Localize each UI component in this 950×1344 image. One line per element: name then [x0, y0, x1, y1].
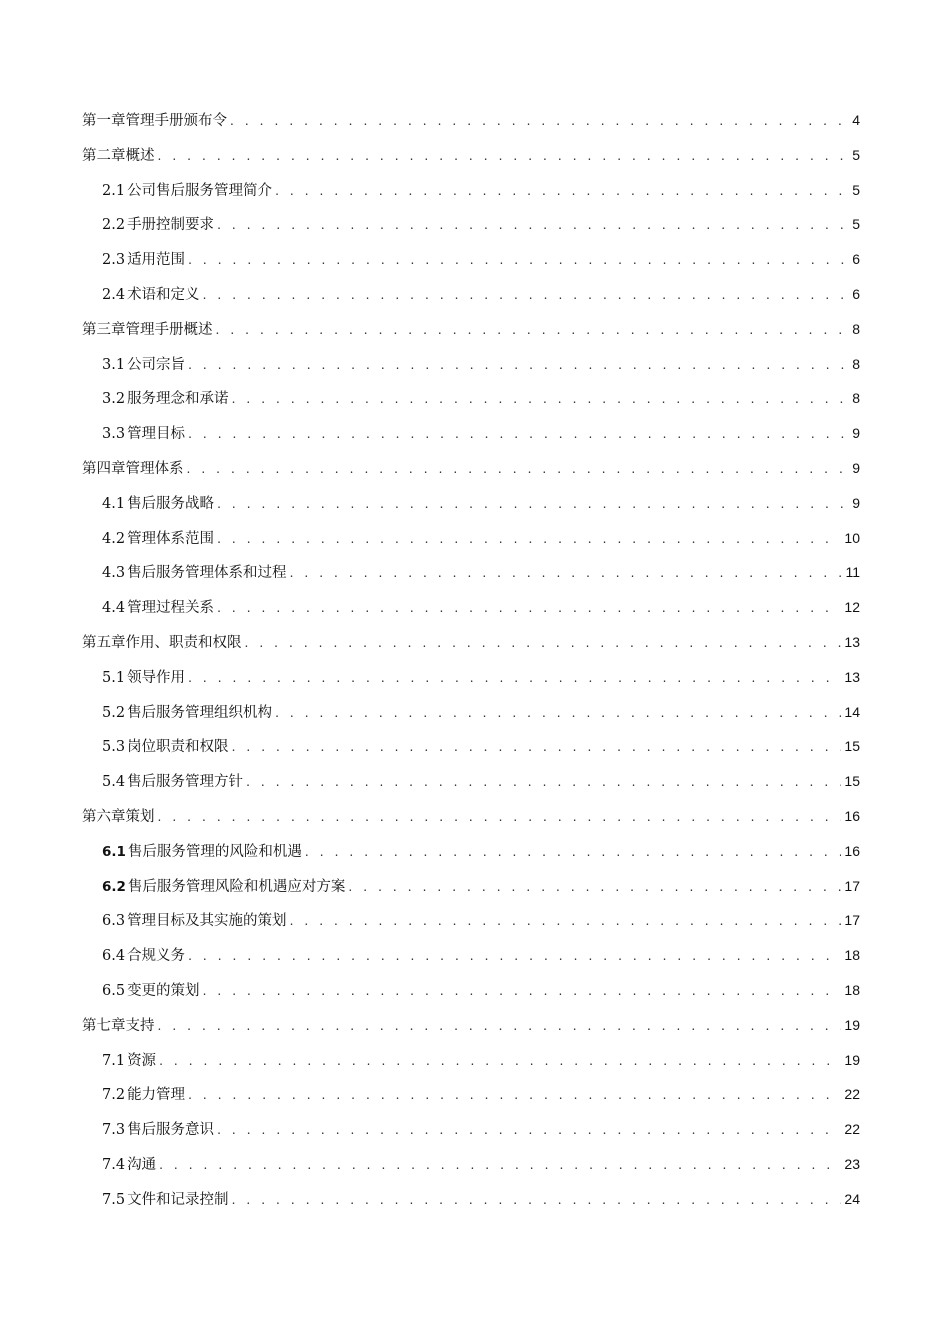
toc-section-entry[interactable]	[82, 978, 860, 1013]
toc-section-entry[interactable]	[82, 874, 860, 909]
toc-entry-title	[102, 701, 272, 725]
toc-page-number: 5	[852, 181, 860, 198]
toc-dot-leader	[159, 1153, 841, 1177]
toc-section-entry[interactable]	[82, 526, 860, 561]
toc-page-number: 5	[852, 146, 860, 163]
toc-dot-leader	[158, 144, 850, 168]
toc-entry-title: 第六章策划	[82, 808, 155, 825]
toc-entry-title	[102, 213, 214, 237]
toc-section-number: 2.4	[102, 286, 126, 303]
toc-section-text: 沟通	[127, 1156, 157, 1173]
toc-section-text: 术语和定义	[127, 286, 200, 303]
toc-dot-leader	[245, 631, 842, 655]
toc-entry-title	[102, 248, 185, 272]
toc-section-text: 售后服务战略	[127, 495, 215, 512]
toc-section-number: 4.3	[102, 565, 126, 582]
toc-dot-leader	[232, 735, 842, 759]
toc-dot-leader	[305, 840, 842, 864]
toc-dot-leader	[246, 770, 841, 794]
toc-dot-leader	[203, 979, 842, 1003]
toc-section-entry[interactable]	[82, 769, 860, 804]
toc-section-text: 领导作用	[127, 669, 186, 686]
toc-entry-title	[102, 979, 200, 1003]
toc-section-entry[interactable]	[82, 1152, 860, 1187]
toc-section-number: 6.3	[102, 913, 126, 930]
toc-entry-title	[102, 283, 200, 307]
toc-section-text: 适用范围	[127, 252, 186, 269]
toc-dot-leader	[216, 318, 850, 342]
toc-section-text: 管理过程关系	[127, 600, 215, 617]
toc-entry-title	[102, 770, 243, 794]
toc-page-number: 14	[844, 703, 860, 720]
toc-dot-leader	[275, 179, 849, 203]
toc-dot-leader	[348, 875, 841, 899]
toc-page-number: 17	[844, 877, 860, 894]
toc-section-number: 6.2	[102, 878, 126, 895]
toc-section-number: 3.2	[102, 391, 126, 408]
toc-dot-leader	[217, 213, 849, 237]
toc-page-number: 24	[844, 1190, 860, 1207]
toc-section-number: 4.1	[102, 495, 126, 512]
toc-page-number: 8	[852, 355, 860, 372]
toc-section-entry[interactable]	[82, 386, 860, 421]
toc-section-entry[interactable]	[82, 212, 860, 247]
toc-section-number: 7.1	[102, 1052, 126, 1069]
toc-section-text: 管理目标	[127, 426, 186, 443]
toc-section-text: 公司售后服务管理简介	[127, 182, 273, 199]
toc-section-entry[interactable]	[82, 595, 860, 630]
toc-dot-leader	[217, 492, 849, 516]
toc-section-text: 售后服务管理的风险和机遇	[127, 843, 302, 860]
toc-dot-leader	[230, 109, 849, 133]
toc-entry-title	[102, 422, 185, 446]
toc-section-text: 能力管理	[127, 1087, 186, 1104]
toc-section-number: 7.2	[102, 1087, 126, 1104]
toc-section-entry[interactable]	[82, 1048, 860, 1083]
toc-section-number: 3.1	[102, 356, 126, 373]
toc-section-number: 2.1	[102, 182, 126, 199]
toc-dot-leader	[159, 1049, 841, 1073]
toc-chapter-entry[interactable]	[82, 630, 860, 665]
toc-section-text: 售后服务管理方针	[127, 774, 244, 791]
toc-section-text: 文件和记录控制	[127, 1191, 229, 1208]
toc-entry-title	[102, 1118, 214, 1142]
toc-section-text: 手册控制要求	[127, 217, 215, 234]
toc-chapter-entry[interactable]	[82, 1013, 860, 1048]
toc-page-number: 13	[844, 668, 860, 685]
toc-section-number: 5.1	[102, 669, 126, 686]
toc-section-entry[interactable]	[82, 734, 860, 769]
toc-page-number: 11	[845, 564, 860, 581]
toc-entry-title: 第一章管理手册颁布令	[82, 113, 227, 129]
toc-dot-leader	[290, 909, 842, 933]
toc-page-number: 8	[852, 390, 860, 407]
toc-entry-title	[102, 909, 287, 933]
toc-page-number: 6	[852, 251, 860, 268]
toc-entry-title: 第七章支持	[82, 1017, 155, 1034]
toc-section-number: 6.5	[102, 982, 126, 999]
toc-entry-title	[102, 735, 229, 759]
toc-section-number: 2.2	[102, 217, 126, 234]
toc-section-text: 售后服务意识	[127, 1122, 215, 1139]
toc-entry-title	[102, 561, 287, 585]
toc-entry-title	[102, 179, 272, 203]
toc-section-number: 6.1	[102, 843, 126, 860]
toc-section-number: 3.3	[102, 426, 126, 443]
toc-section-text: 合规义务	[127, 948, 186, 965]
toc-page-number: 23	[844, 1155, 860, 1172]
toc-section-text: 资源	[127, 1052, 157, 1069]
toc-page-number: 15	[844, 773, 860, 790]
toc-section-text: 售后服务管理体系和过程	[127, 565, 287, 582]
toc-dot-leader	[232, 387, 850, 411]
toc-entry-title	[102, 1083, 185, 1107]
toc-page-number: 16	[844, 807, 860, 824]
toc-entry-title	[102, 1188, 229, 1212]
toc-page-number: 6	[852, 285, 860, 302]
toc-dot-leader	[188, 1083, 841, 1107]
toc-page-number: 19	[844, 1016, 860, 1033]
toc-section-number: 2.3	[102, 252, 126, 269]
toc-section-entry[interactable]	[82, 1117, 860, 1152]
toc-page-number: 19	[844, 1051, 860, 1068]
toc-dot-leader	[217, 527, 841, 551]
toc-entry-title	[102, 596, 214, 620]
toc-dot-leader	[188, 944, 841, 968]
toc-section-entry[interactable]	[82, 282, 860, 317]
toc-dot-leader	[275, 701, 841, 725]
toc-entry-title	[102, 666, 185, 690]
toc-section-text: 岗位职责和权限	[127, 739, 229, 756]
toc-dot-leader	[188, 422, 849, 446]
toc-dot-leader	[232, 1188, 842, 1212]
toc-section-entry[interactable]	[82, 1187, 860, 1222]
toc-entry-title: 第三章管理手册概述	[82, 321, 213, 338]
toc-section-entry[interactable]	[82, 352, 860, 387]
toc-entry-title	[102, 944, 185, 968]
toc-chapter-entry[interactable]	[82, 143, 860, 178]
toc-page-number: 9	[852, 459, 860, 476]
toc-section-entry[interactable]	[82, 839, 860, 874]
toc-page-number: 8	[852, 320, 860, 337]
toc-entry-title	[102, 353, 185, 377]
table-of-contents	[82, 108, 860, 1222]
toc-section-entry[interactable]	[82, 421, 860, 456]
toc-entry-title: 第五章作用、职责和权限	[82, 634, 242, 651]
toc-page-number: 9	[852, 425, 860, 442]
toc-section-entry[interactable]	[82, 178, 860, 213]
toc-dot-leader	[217, 1118, 841, 1142]
toc-section-entry[interactable]	[82, 491, 860, 526]
toc-section-entry[interactable]	[82, 908, 860, 943]
toc-section-number: 6.4	[102, 948, 126, 965]
toc-section-number: 5.4	[102, 774, 126, 791]
toc-chapter-entry[interactable]	[82, 108, 860, 143]
toc-entry-title: 第四章管理体系	[82, 460, 184, 477]
toc-page-number: 18	[844, 981, 860, 998]
toc-section-entry[interactable]	[82, 665, 860, 700]
toc-entry-title	[102, 840, 302, 864]
toc-dot-leader	[217, 596, 841, 620]
toc-entry-title	[102, 387, 229, 411]
toc-section-number: 7.3	[102, 1122, 126, 1139]
toc-page-number: 12	[844, 599, 860, 616]
toc-section-entry[interactable]	[82, 943, 860, 978]
toc-section-text: 服务理念和承诺	[127, 391, 229, 408]
toc-page-number: 10	[844, 529, 860, 546]
toc-dot-leader	[188, 666, 841, 690]
toc-section-text: 售后服务管理风险和机遇应对方案	[127, 878, 346, 895]
toc-page-number: 5	[852, 216, 860, 233]
toc-chapter-entry[interactable]	[82, 804, 860, 839]
toc-page-number: 9	[852, 494, 860, 511]
toc-section-text: 公司宗旨	[127, 356, 186, 373]
toc-section-number: 7.5	[102, 1191, 126, 1208]
toc-section-number: 5.2	[102, 704, 126, 721]
toc-section-text: 售后服务管理组织机构	[127, 704, 273, 721]
toc-page-number: 13	[844, 633, 860, 650]
toc-page-number: 15	[844, 738, 860, 755]
toc-section-entry[interactable]	[82, 560, 860, 595]
toc-section-entry[interactable]	[82, 1082, 860, 1117]
toc-page-number: 18	[844, 947, 860, 964]
toc-dot-leader	[187, 457, 850, 481]
toc-section-text: 管理体系范围	[127, 530, 215, 547]
toc-entry-title	[102, 1153, 156, 1177]
toc-entry-title	[102, 527, 214, 551]
toc-section-number: 7.4	[102, 1156, 126, 1173]
toc-page-number: 4	[852, 112, 860, 128]
toc-page-number: 22	[844, 1086, 860, 1103]
toc-page-number: 22	[844, 1121, 860, 1138]
toc-section-number: 4.2	[102, 530, 126, 547]
toc-dot-leader	[158, 1014, 842, 1038]
toc-entry-title	[102, 875, 345, 899]
toc-dot-leader	[188, 353, 849, 377]
toc-dot-leader	[290, 561, 843, 585]
toc-dot-leader	[203, 283, 850, 307]
toc-chapter-entry[interactable]	[82, 317, 860, 352]
toc-entry-title	[102, 1049, 156, 1073]
toc-section-entry[interactable]	[82, 247, 860, 282]
toc-page-number: 17	[844, 912, 860, 929]
toc-entry-title: 第二章概述	[82, 147, 155, 164]
toc-page-number: 16	[844, 842, 860, 859]
toc-chapter-entry[interactable]	[82, 456, 860, 491]
toc-section-text: 变更的策划	[127, 982, 200, 999]
toc-section-number: 5.3	[102, 739, 126, 756]
toc-section-text: 管理目标及其实施的策划	[127, 913, 287, 930]
toc-dot-leader	[188, 248, 849, 272]
toc-section-entry[interactable]	[82, 700, 860, 735]
toc-section-number: 4.4	[102, 600, 126, 617]
toc-entry-title	[102, 492, 214, 516]
toc-dot-leader	[158, 805, 842, 829]
